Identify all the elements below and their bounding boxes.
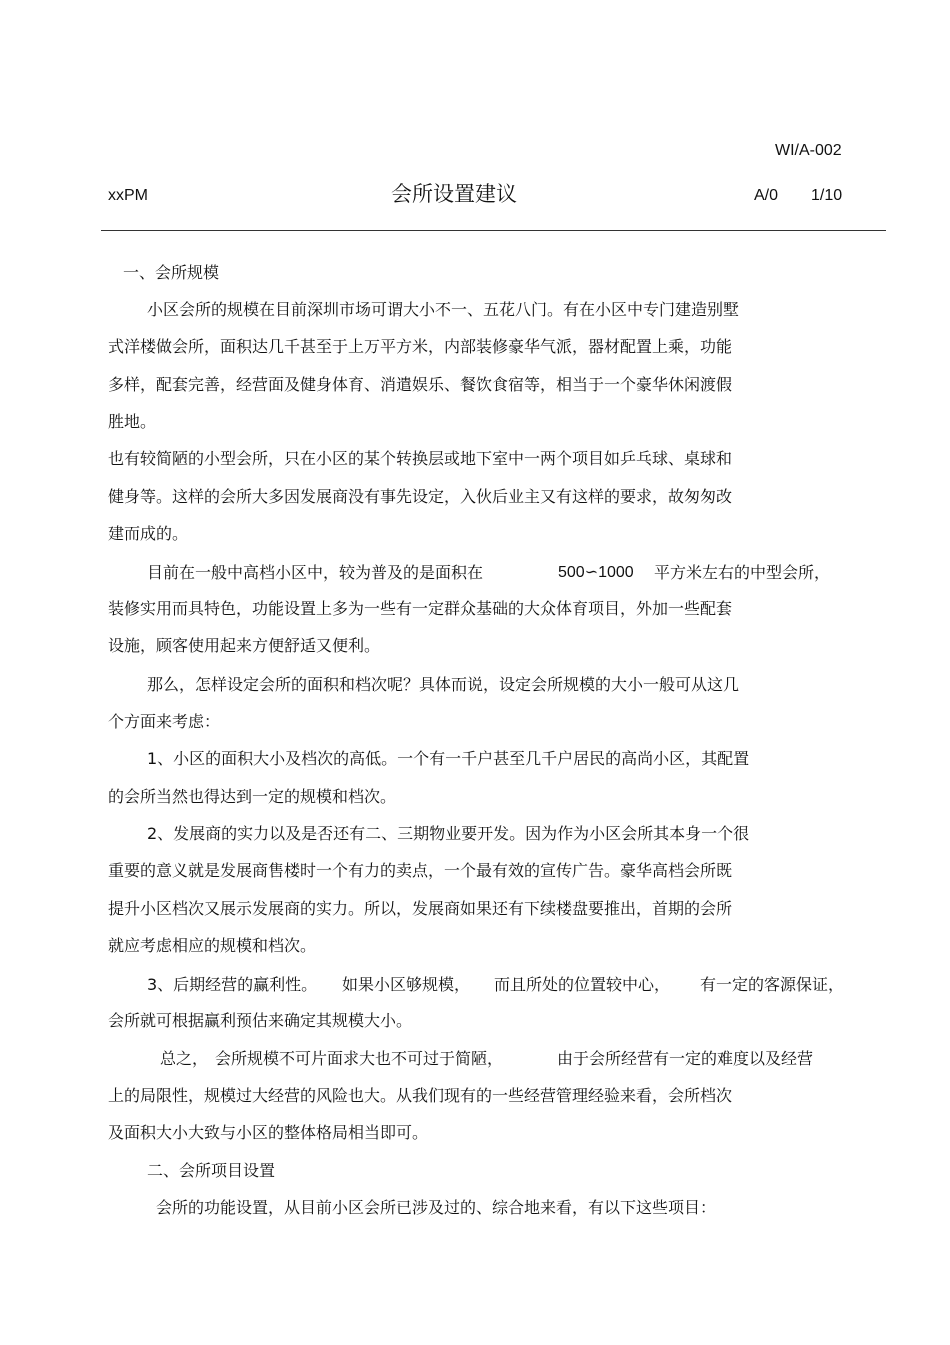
paragraph-line: 上的局限性，规模过大经营的风险也大。从我们现有的一些经营管理经验来看，会所档次 <box>108 1086 733 1105</box>
paragraph-line: 式洋楼做会所，面积达几千甚至于上万平方米，内部装修豪华气派，器材配置上乘，功能 <box>108 337 733 356</box>
list-item-line: 1、小区的面积大小及档次的高低。一个有一千户甚至几千户居民的高尚小区，其配置 <box>147 749 750 768</box>
list-item-line: 有一定的客源保证， <box>700 975 845 994</box>
paragraph-line: 健身等。这样的会所大多因发展商没有事先设定，入伙后业主又有这样的要求，故匆匆改 <box>108 487 733 506</box>
paragraph-line: 平方米左右的中型会所， <box>654 563 831 582</box>
document-code: WI/A-002 <box>775 142 842 159</box>
section-heading-items: 二、会所项目设置 <box>147 1161 276 1180</box>
list-item-line: 会所就可根据赢利预估来确定其规模大小。 <box>108 1011 413 1030</box>
paragraph-line: 会所规模不可片面求大也不可过于简陋， <box>215 1049 504 1068</box>
list-item-line: 如果小区够规模， <box>342 975 471 994</box>
organization-label: xxPM <box>108 187 148 204</box>
paragraph-line: 装修实用而具特色，功能设置上多为一些有一定群众基础的大众体育项目，外加一些配套 <box>108 599 733 618</box>
paragraph-line: 胜地。 <box>108 412 157 431</box>
list-item-line: 重要的意义就是发展商售楼时一个有力的卖点，一个最有效的宣传广告。豪华高档会所既 <box>108 861 733 880</box>
paragraph-line: 建而成的。 <box>108 524 189 543</box>
paragraph-line: 总之， <box>160 1049 209 1068</box>
list-item-line: 2、发展商的实力以及是否还有二、三期物业要开发。因为作为小区会所其本身一个很 <box>147 824 750 843</box>
paragraph-line: 会所的功能设置，从目前小区会所已涉及过的、综合地来看，有以下这些项目： <box>156 1198 717 1217</box>
list-item-line: 3、后期经营的赢利性。 <box>147 975 318 994</box>
paragraph-line: 多样，配套完善，经营面及健身体育、消遣娱乐、餐饮食宿等，相当于一个豪华休闲渡假 <box>108 375 733 394</box>
revision-label: A/0 <box>754 187 779 204</box>
area-range: 500∽1000 <box>558 564 634 581</box>
list-item-line: 提升小区档次又展示发展商的实力。所以，发展商如果还有下续楼盘要推出，首期的会所 <box>108 899 733 918</box>
list-item-line: 就应考虑相应的规模和档次。 <box>108 936 317 955</box>
header-divider <box>101 230 886 231</box>
paragraph-line: 由于会所经营有一定的难度以及经营 <box>557 1049 814 1068</box>
page-number: 1/10 <box>811 187 843 204</box>
paragraph-line: 也有较简陋的小型会所，只在小区的某个转换层或地下室中一两个项目如乒乓球、桌球和 <box>108 449 733 468</box>
page-title: 会所设置建议 <box>391 182 517 206</box>
list-item-line: 而且所处的位置较中心， <box>494 975 671 994</box>
list-item-line: 的会所当然也得达到一定的规模和档次。 <box>108 787 397 806</box>
paragraph-line: 目前在一般中高档小区中，较为普及的是面积在 <box>147 563 484 582</box>
paragraph-line: 及面积大小大致与小区的整体格局相当即可。 <box>108 1123 429 1142</box>
paragraph-line: 个方面来考虑： <box>108 712 221 731</box>
paragraph-line: 那么，怎样设定会所的面积和档次呢？具体而说，设定会所规模的大小一般可从这几 <box>147 675 740 694</box>
paragraph-line: 设施，顾客使用起来方便舒适又便利。 <box>108 636 381 655</box>
paragraph-line: 小区会所的规模在目前深圳市场可谓大小不一、五花八门。有在小区中专门建造别墅 <box>147 300 740 319</box>
section-heading-scale: 一、会所规模 <box>123 263 220 282</box>
